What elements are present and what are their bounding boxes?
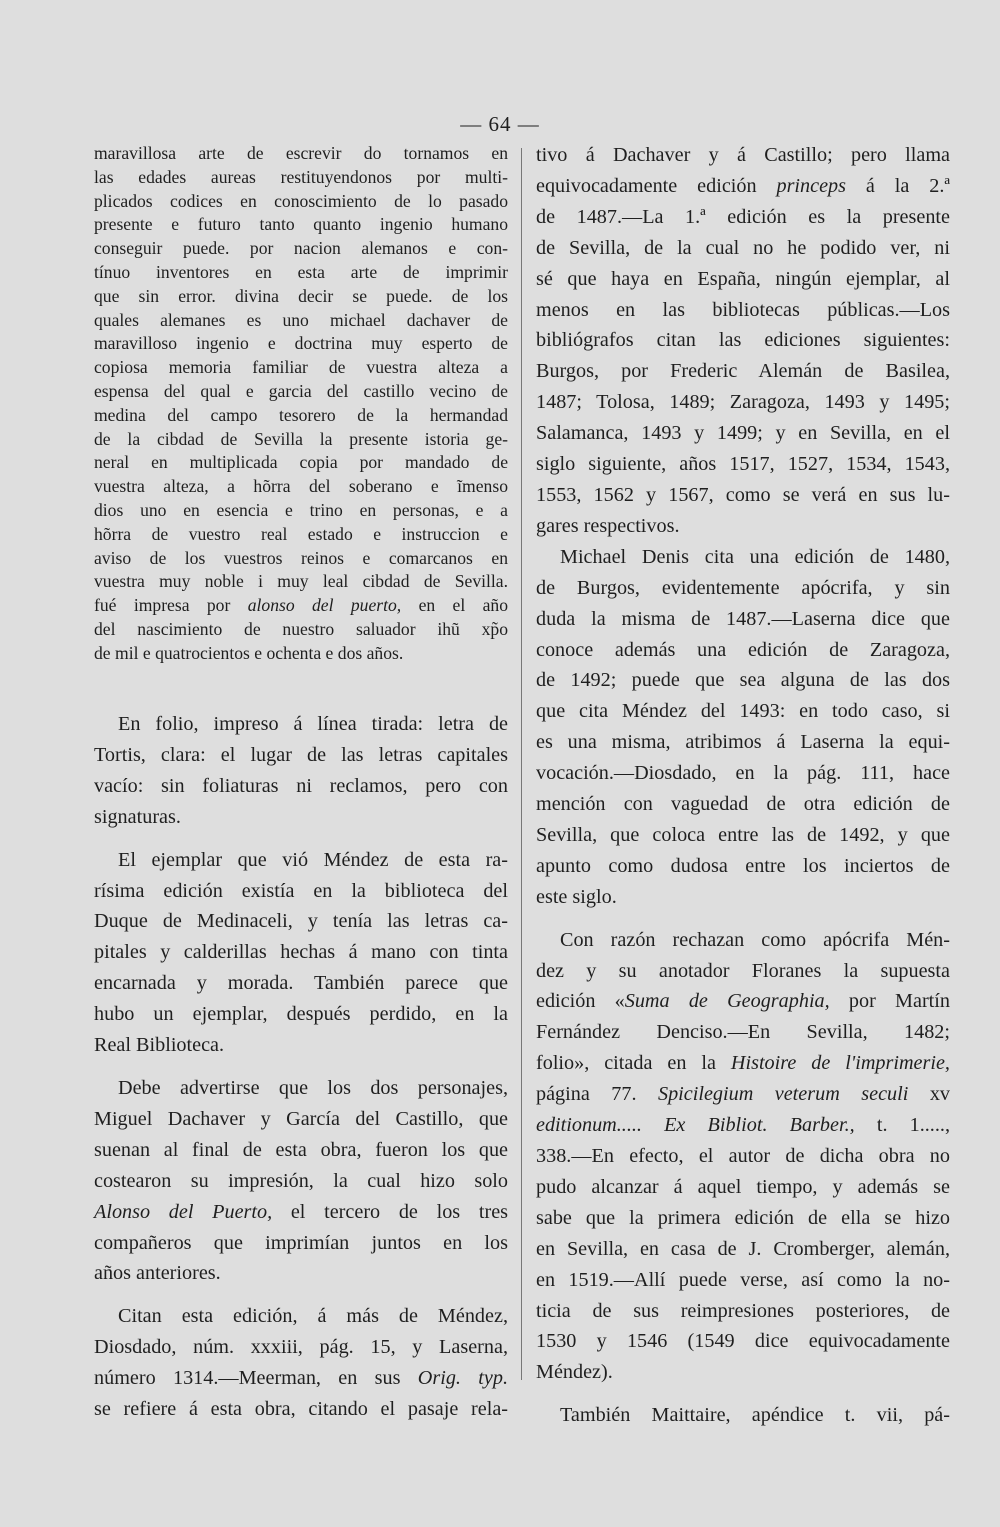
body-line: mención con vaguedad de otra edición de [536,793,950,816]
body-line: sabe que la primera edición de ella se hizo [536,1206,950,1229]
quote-line: neral en multiplicada copia por mandado de [94,452,508,473]
left-body-text [94,709,508,1425]
column-divider [521,148,522,1380]
body-line: suenan al final de esta obra, fueron los que [94,1138,508,1161]
body-line: de 1492; puede que sea alguna de las dos [536,669,950,692]
body-line: En folio, impreso á línea tirada: letra de [118,713,508,735]
body-line: de 1487.—La 1.ª edición es la presente [536,205,950,228]
cited-title: Suma de Geographia, [624,990,830,1013]
body-line [536,1048,950,1079]
body-line: vocación.—Diosdado, en la pág. 111, hace [536,762,950,785]
body-line: gares respectivos. [536,514,680,537]
quote-line [94,594,508,618]
quote-line: maravilloso ingenio e doctrina muy esperto de [94,333,508,354]
body-line: Debe advertirse que los dos personajes, [118,1076,508,1099]
body-line: de Burgos, evidentemente apócrifa, y sin [536,576,950,599]
body-line: También Maittaire, apéndice t. vii, pá- [560,1404,950,1427]
body-line-text: edición « [536,990,625,1013]
body-line: Michael Denis cita una edición de 1480, [560,545,950,568]
body-line: Fernández Denciso.—En Sevilla, 1482; [536,1021,950,1044]
body-line: Méndez). [536,1361,613,1384]
quote-line: vuestra muy noble i muy leal cibdad de Sevilla. [94,571,508,592]
body-line: de Sevilla, de la cual no he podido ver, ni [536,236,950,259]
body-line: pitales y calderillas hechas á mano con tinta [94,941,508,964]
body-line: pudo alcanzar á aquel tiempo, y además se [536,1175,950,1198]
body-line-text: xv [908,1083,950,1106]
colophon-quote [94,142,508,666]
quote-line: espensa del qual e garcia del castillo vecino de [94,380,508,401]
body-line: sé que haya en España, ningún ejemplar, al [536,267,950,290]
cited-title: editionum..... Ex Bibliot. Barber., [536,1114,855,1137]
body-line: ticia de sus reimpresiones posteriores, de [536,1299,950,1322]
quote-line-text: en el año [401,595,509,616]
body-line: 338.—En efecto, el autor de dicha obra no [536,1145,950,1167]
quote-line: plicados codices en conoscimiento de lo pasado [94,190,508,211]
printer-name: alonso del puerto, [247,595,402,616]
quote-line: que sin error. divina decir se puede. de los [94,285,508,306]
body-line: compañeros que imprimían juntos en los [94,1231,508,1254]
body-line: costearon su impresión, la cual hizo solo [94,1169,508,1192]
body-line: Citan esta edición, á más de Méndez, [118,1305,508,1328]
body-line: Burgos, por Frederic Alemán de Basilea, [536,360,950,383]
body-line: años anteriores. [94,1262,221,1285]
body-line: El ejemplar que vió Méndez de esta ra- [118,848,508,871]
quote-line: copiosa memoria familiar de vuestra alteza a [94,357,508,378]
quote-line: quales alemanes es uno michael dachaver de [94,309,508,330]
body-line-text: folio», citada en la [536,1052,731,1075]
body-line [536,171,950,202]
quote-line: dios uno en esencia e trino en personas, e a [94,499,508,520]
body-line: que cita Méndez del 1493: en todo caso, si [536,700,950,723]
body-line-text: á la 2.ª [846,174,950,197]
body-line [94,1197,508,1228]
body-line: es una misma, atribimos á Laserna la equi- [536,731,950,754]
quote-line: de la cibdad de Sevilla la presente istoria ge- [94,428,508,449]
body-line: Salamanca, 1493 y 1499; y en Sevilla, en el [536,422,950,445]
page-number: — 64 — [460,112,540,136]
body-line: Real Biblioteca. [94,1034,225,1057]
quote-line-text: fué impresa por [94,595,248,616]
body-line: menos en las bibliotecas públicas.—Los [536,298,950,321]
body-line: en 1519.—Allí puede verse, así como la no- [536,1268,950,1291]
cited-term: princeps [776,174,847,197]
body-line: se refiere á esta obra, citando el pasaje rela- [94,1398,508,1421]
quote-line: medina del campo tesorero de la hermandad [94,404,508,425]
body-line: apunto como dudosa entre los inciertos de [536,854,950,877]
body-line [536,1110,950,1141]
quote-line: tínuo inventores en esta arte de imprimir [94,261,508,282]
body-line: este siglo. [536,885,617,908]
right-body-text [536,140,950,1431]
body-line-text: equivocadamente edición [536,174,777,197]
body-line: Duque de Medinaceli, y tenía las letras ca- [94,910,508,933]
body-line: encarnada y morada. También parece que [94,972,508,995]
body-line: tivo á Dachaver y á Castillo; pero llama [536,144,950,166]
body-line: bibliógrafos citan las ediciones siguientes: [536,329,950,352]
quote-line: vuestra alteza, a hõrra del soberano e ĩmenso [94,476,508,497]
body-line: duda la misma de 1487.—Laserna dice que [536,607,950,630]
cited-title: Orig. typ. [417,1367,508,1390]
body-line: 1553, 1562 y 1567, como se verá en sus lu- [536,483,950,506]
cited-title: Spicilegium veterum seculi [657,1083,909,1106]
body-line: 1487; Tolosa, 1489; Zaragoza, 1493 y 1495; [536,391,950,414]
quote-line: presente e futuro tanto quanto ingenio humano [94,214,508,235]
body-line: conoce además una edición de Zaragoza, [536,638,950,661]
body-line: hubo un ejemplar, después perdido, en la [94,1003,508,1026]
body-line: Con razón rechazan como apócrifa Mén- [560,928,950,951]
printer-name: Alonso del Puerto, [94,1200,273,1223]
quote-line: de mil e quatrocientos e ochenta e dos años. [94,642,404,663]
body-line: rísima edición existía en la biblioteca del [94,879,508,902]
quote-line: las edades aureas restituyendonos por multi- [94,166,508,187]
body-line-text: página 77. [536,1083,658,1106]
body-line: en Sevilla, en casa de J. Cromberger, alemán, [536,1237,950,1260]
body-line: vacío: sin foliaturas ni reclamos, pero con [94,774,508,797]
quote-line: aviso de los vuestros reinos e comarcanos en [94,547,508,568]
body-line: signaturas. [94,805,181,828]
quote-line: conseguir puede. por nacion alemanos e con- [94,238,508,259]
body-line: 1530 y 1546 (1549 dice equivocadamente [536,1330,950,1353]
quote-line: del nascimiento de nuestro saluador ihũ xp̃o [94,618,508,639]
body-line: Tortis, clara: el lugar de las letras capitales [94,743,508,766]
body-line: siglo siguiente, años 1517, 1527, 1534, 1543, [536,453,950,476]
body-line-text: t. 1....., [854,1114,950,1137]
body-line: dez y su anotador Floranes la supuesta [536,959,950,982]
body-line: Miguel Dachaver y García del Castillo, que [94,1107,508,1130]
body-line-text: número 1314.—Meerman, en sus [94,1367,418,1390]
quote-line: hõrra de vuestro real estado e instruccion e [94,523,508,544]
quote-line: maravillosa arte de escrevir do tornamos en [94,143,508,163]
body-line-text: el tercero de los tres [290,1200,509,1223]
body-line-text: por Martín [829,990,950,1013]
body-line: Sevilla, que coloca entre las de 1492, y que [536,823,950,846]
cited-title: Histoire de l'imprimerie, [730,1052,950,1075]
body-line [94,1363,508,1394]
body-line [536,1079,950,1110]
body-line [536,986,950,1017]
body-line: Diosdado, núm. xxxiii, pág. 15, y Laserna, [94,1336,508,1359]
